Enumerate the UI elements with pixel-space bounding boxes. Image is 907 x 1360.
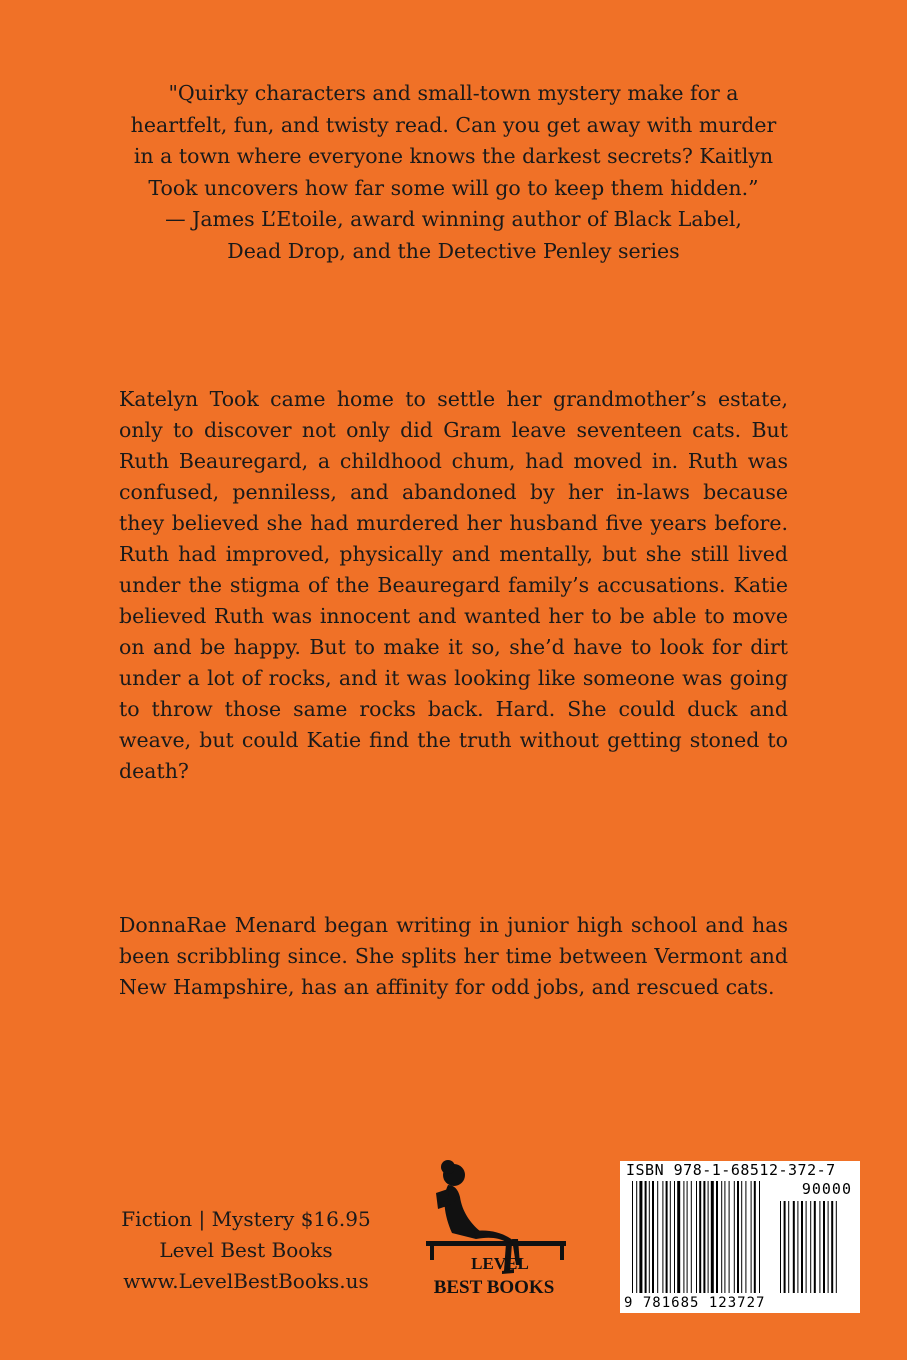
blurb-attribution: — James L’Etoile, award winning author of Black Label, <box>165 207 742 231</box>
barcode-digits: 9 781685 123727 <box>624 1295 766 1311</box>
blurb-attribution: Dead Drop, and the Detective Penley series <box>227 238 680 263</box>
publisher-logo <box>418 1153 570 1301</box>
genre-price: Fiction | Mystery $16.95 <box>121 1207 371 1231</box>
imprint-info <box>116 1204 376 1297</box>
logo-level-text: LEVEL <box>471 1254 529 1273</box>
isbn-barcode <box>620 1161 860 1313</box>
isbn-label: ISBN 978-1-68512-372-7 <box>626 1161 836 1179</box>
blurb-line: "Quirky characters and small-town mystery make for a <box>168 81 739 105</box>
woman-reading-icon <box>418 1153 570 1301</box>
blurb-line: heartfelt, fun, and twisty read. Can you get away with murder <box>130 112 777 137</box>
logo-best-books-text: BEST BOOKS <box>433 1277 555 1298</box>
publisher-website: www.LevelBestBooks.us <box>123 1269 369 1293</box>
price-code: 90000 <box>801 1180 852 1198</box>
blurb-line: Took uncovers how far some will go to keep them hidden.” <box>148 175 759 200</box>
author-bio: DonnaRae Menard began writing in junior high school and has been scribbling since. She splits her time between Vermont and New Hampshire, has an affinity for odd jobs, and rescued cats. <box>119 913 788 999</box>
blurb-line: in a town where everyone knows the darkest secrets? Kaitlyn <box>133 144 774 168</box>
publisher-name: Level Best Books <box>159 1238 333 1262</box>
endorsement-blurb <box>120 78 787 267</box>
book-synopsis: Katelyn Took came home to settle her grandmother’s estate, only to discover not only did Gram leave seventeen cats. But Ruth Beauregard, a childhood chum, had moved in. Ruth was confused, penniless, and abandoned by her in-laws because they believed she had murdered her husband five years before. Ruth had improved, physically and mentally, but she still lived under the stigma of the Beauregard family’s accusations. Katie believed Ruth was innocent and wanted her to be able to move on and be happy. But to make it so, she’d have to look for dirt under a lot of rocks, and it was looking like someone was going to throw those same rocks back. Hard. She could duck and weave, but could Katie find the truth without getting stoned to death? <box>119 387 788 783</box>
